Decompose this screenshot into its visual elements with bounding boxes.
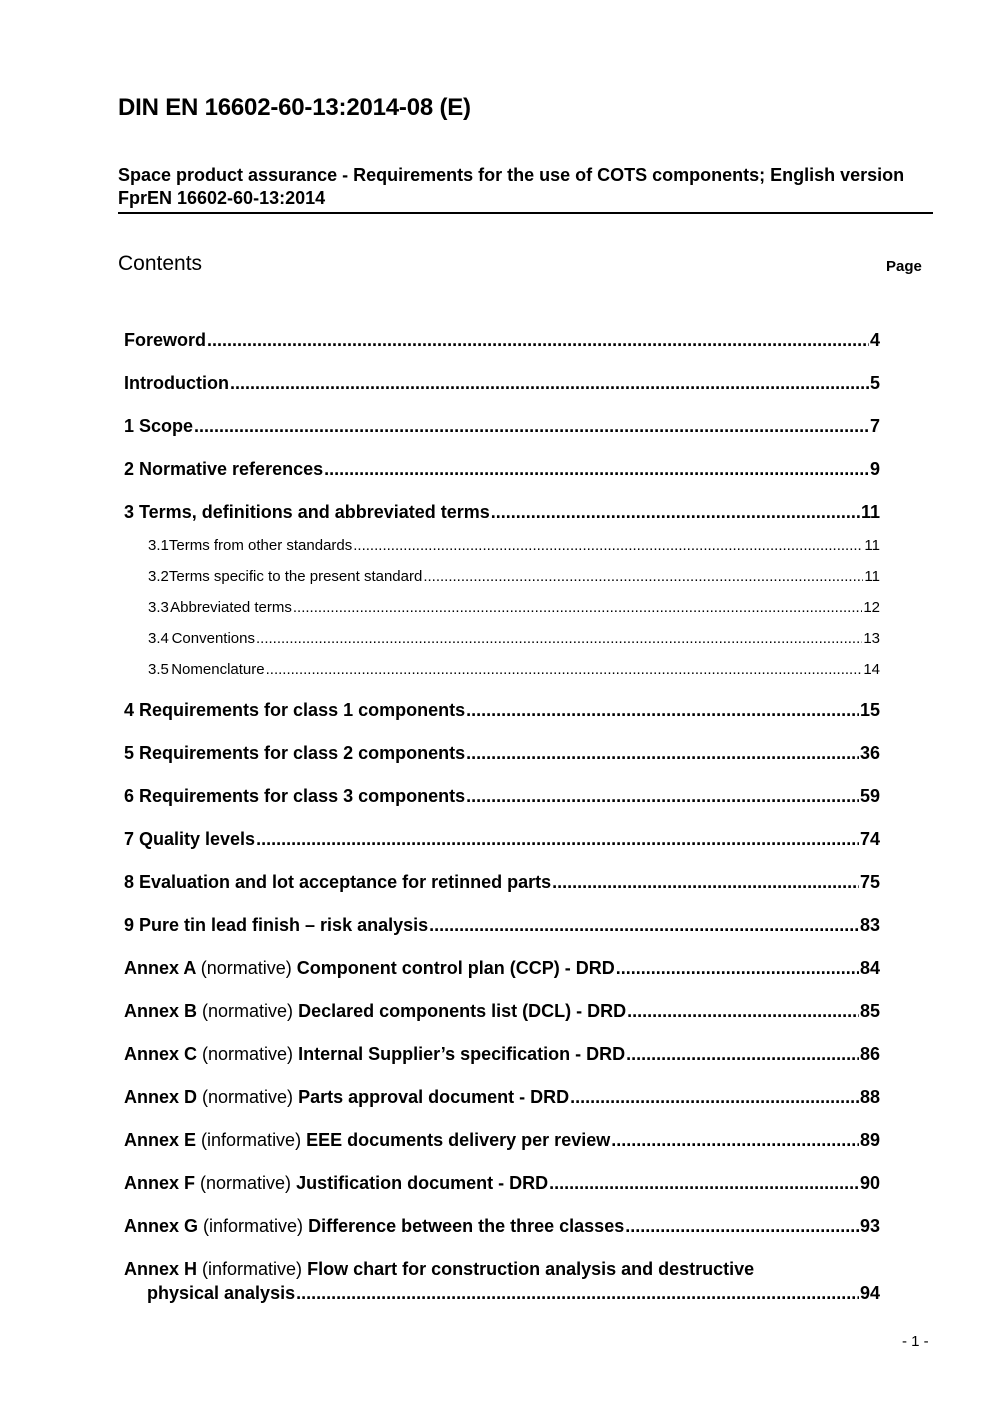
toc-entry-class-3[interactable]: 6 Requirements for class 3 components ..... 59 <box>124 786 880 807</box>
toc-entry-annex-h[interactable]: Annex H (informative) Flow chart for construction analysis and destructive <box>124 1259 755 1279</box>
toc-entry-annex-h-continued[interactable]: physical analysis ..... 94 <box>124 1283 880 1304</box>
toc-entry-annex-e[interactable]: Annex E (informative) EEE documents delivery per review ..... 89 <box>124 1130 880 1151</box>
contents-heading: Contents <box>118 252 203 275</box>
toc-subentry-3-2[interactable]: 3.2 Terms specific to the present standard ..... 11 <box>124 568 880 585</box>
page-number: - 1 - <box>902 1333 929 1350</box>
toc-entry-foreword[interactable]: Foreword ..... 4 <box>124 330 880 351</box>
toc-entry-quality-levels[interactable]: 7 Quality levels ..... 74 <box>124 829 880 850</box>
toc-subentry-3-5[interactable]: 3.5 Nomenclature ..... 14 <box>124 661 880 678</box>
toc-entry-annex-b[interactable]: Annex B (normative) Declared components list (DCL) - DRD ..... 85 <box>124 1001 880 1022</box>
toc-entry-annex-g[interactable]: Annex G (informative) Difference between the three classes ..... 93 <box>124 1216 880 1237</box>
toc-entry-pure-tin[interactable]: 9 Pure tin lead finish – risk analysis ..... 83 <box>124 915 880 936</box>
toc-entry-annex-a[interactable]: Annex A (normative) Component control plan (CCP) - DRD ..... 84 <box>124 958 880 979</box>
toc-subentry-3-4[interactable]: 3.4 Conventions ..... 13 <box>124 630 880 647</box>
toc-subentry-3-3[interactable]: 3.3 Abbreviated terms ..... 12 <box>124 599 880 616</box>
toc-entry-terms-definitions[interactable]: 3 Terms, definitions and abbreviated terms ..... 11 <box>124 502 880 523</box>
toc-entry-introduction[interactable]: Introduction ..... 5 <box>124 373 880 394</box>
toc-entry-class-1[interactable]: 4 Requirements for class 1 components ..... 15 <box>124 700 880 721</box>
page-column-heading: Page <box>886 258 922 275</box>
toc-subentry-3-1[interactable]: 3.1 Terms from other standards ..... 11 <box>124 537 880 554</box>
document-id: DIN EN 16602-60-13:2014-08 (E) <box>118 94 471 121</box>
toc-entry-scope[interactable]: 1 Scope ..... 7 <box>124 416 880 437</box>
toc-entry-evaluation[interactable]: 8 Evaluation and lot acceptance for retinned parts ..... 75 <box>124 872 880 893</box>
toc-entry-annex-f[interactable]: Annex F (normative) Justification document - DRD ..... 90 <box>124 1173 880 1194</box>
toc-entry-normative-references[interactable]: 2 Normative references ..... 9 <box>124 459 880 480</box>
document-subtitle: Space product assurance - Requirements for the use of COTS components; English version FprEN 16602-60-13:2014 <box>118 164 933 214</box>
toc-entry-annex-d[interactable]: Annex D (normative) Parts approval document - DRD ..... 88 <box>124 1087 880 1108</box>
toc-entry-annex-c[interactable]: Annex C (normative) Internal Supplier’s specification - DRD ..... 86 <box>124 1044 880 1065</box>
toc-entry-class-2[interactable]: 5 Requirements for class 2 components ..... 36 <box>124 743 880 764</box>
